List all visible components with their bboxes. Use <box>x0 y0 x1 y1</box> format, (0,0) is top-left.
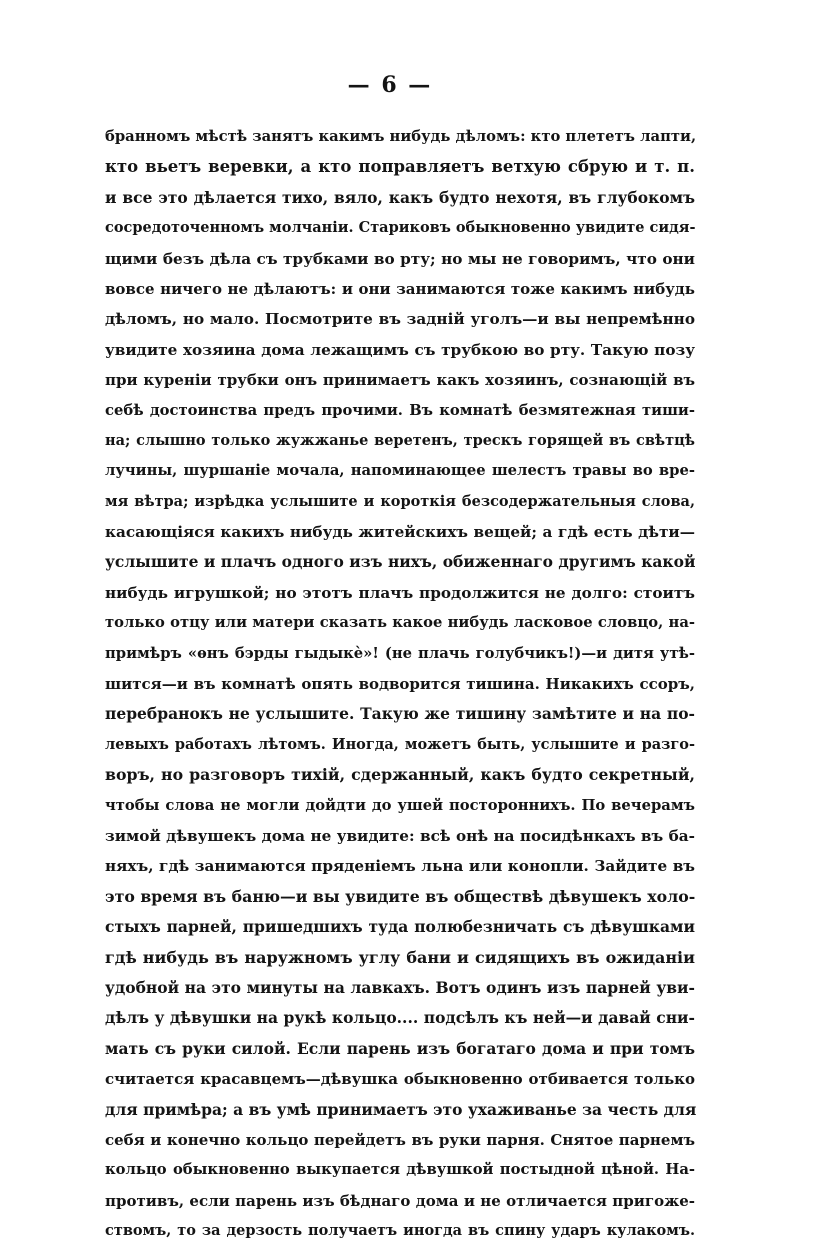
text-line: вовсе ничего не дѣлаютъ: и они занимаются тоже какимъ нибудь <box>105 279 695 298</box>
text-line: только отцу или матери сказать какое нибудь ласковое словцо, на- <box>105 614 695 632</box>
text-line: мать съ руки силой. Если парень изъ богатаго дома и при томъ <box>105 1038 695 1058</box>
text-line: себѣ достоинства предъ прочими. Въ комнатѣ безмятежная тиши- <box>105 401 695 419</box>
text-line: нибудь игрушкой; но этотъ плачъ продолжится не долго: стоитъ <box>105 583 695 602</box>
text-line: ствомъ, то за дерзость получаетъ иногда въ спину ударъ кулакомъ. <box>105 1222 695 1240</box>
text-line: сосредоточенномъ молчаніи. Стариковъ обыкновенно увидите сидя- <box>105 219 696 237</box>
text-line: перебранокъ не услышите. Такую же тишину замѣтите и на по- <box>105 704 695 724</box>
text-line: лучины, шуршаніе мочала, напоминающее шелестъ травы во вре- <box>105 462 695 480</box>
text-line: чтобы слова не могли дойдти до ушей постороннихъ. По вечерамъ <box>105 796 695 814</box>
text-line: при куреніи трубки онъ принимаетъ какъ хозяинъ, сознающій въ <box>105 371 695 390</box>
text-line: шится—и въ комнатѣ опять водворится тишина. Никакихъ ссоръ, <box>105 675 695 694</box>
text-line: гдѣ нибудь въ наружномъ углу бани и сидящихъ въ ожиданіи <box>105 947 695 967</box>
text-line: услышите и плачъ одного изъ нихъ, обиженнаго другимъ какой <box>105 552 696 572</box>
text-line: няхъ, гдѣ занимаются пряденіемъ льна или конопли. Зайдите въ <box>105 857 695 876</box>
text-line: противъ, если парень изъ бѣднаго дома и не отличается пригоже- <box>105 1191 695 1210</box>
text-line: бранномъ мѣстѣ занятъ какимъ нибудь дѣломъ: кто плететъ лапти, <box>105 128 697 145</box>
text-line: увидите хозяина дома лежащимъ съ трубкою во рту. Такую позу <box>105 340 695 359</box>
text-line: кольцо обыкновенно выкупается дѣвушкой постыдной цѣной. На- <box>105 1161 695 1179</box>
text-line: дѣломъ, но мало. Посмотрите въ задній уголъ—и вы непремѣнно <box>105 310 695 329</box>
text-line: себя и конечно кольцо перейдетъ въ руки парня. Снятое парнемъ <box>105 1130 695 1149</box>
text-line: для примѣра; а въ умѣ принимаетъ это ухаживанье за честь для <box>105 1099 697 1119</box>
text-line: удобной на это минуты на лавкахъ. Вотъ одинъ изъ парней уви- <box>105 977 695 997</box>
text-line: зимой дѣвушекъ дома не увидите: всѣ онѣ на посидѣнкахъ въ ба- <box>105 826 695 845</box>
page-number: — 6 — <box>347 72 433 98</box>
text-line: это время въ баню—и вы увидите въ обществѣ дѣвушекъ холо- <box>105 886 696 906</box>
text-line: на; слышно только жужжанье веретенъ, трескъ горящей въ свѣтцѣ <box>105 431 695 449</box>
text-line: щими безъ дѣла съ трубками во рту; но мы не говоримъ, что они <box>105 249 695 268</box>
text-line: кто вьетъ веревки, а кто поправляетъ ветхую сбрую и т. п. <box>105 157 695 177</box>
text-line: примѣръ «ѳнъ бэрды гыдыкѐ»! (не плачь голубчикъ!)—и дитя утѣ- <box>105 644 695 662</box>
text-line: дѣлъ у дѣвушки на рукѣ кольцо.... подсѣлъ къ ней—и давай сни- <box>105 1008 695 1028</box>
text-line: и все это дѣлается тихо, вяло, какъ будто нехотя, въ глубокомъ <box>105 187 695 207</box>
text-line: считается красавцемъ—дѣвушка обыкновенно отбивается только <box>105 1070 695 1089</box>
text-line: стыхъ парней, пришедшихъ туда полюбезничать съ дѣвушками <box>105 917 695 937</box>
text-line: мя вѣтра; изрѣдка услышите и короткія безсодержательныя слова, <box>105 492 695 510</box>
text-line: левыхъ работахъ лѣтомъ. Иногда, можетъ быть, услышите и разго- <box>105 735 695 753</box>
body-text <box>105 122 695 1246</box>
text-line: касающіяся какихъ нибудь житейскихъ вещей; а гдѣ есть дѣти— <box>105 523 695 542</box>
text-line: воръ, но разговоръ тихій, сдержанный, какъ будто секретный, <box>105 765 695 785</box>
